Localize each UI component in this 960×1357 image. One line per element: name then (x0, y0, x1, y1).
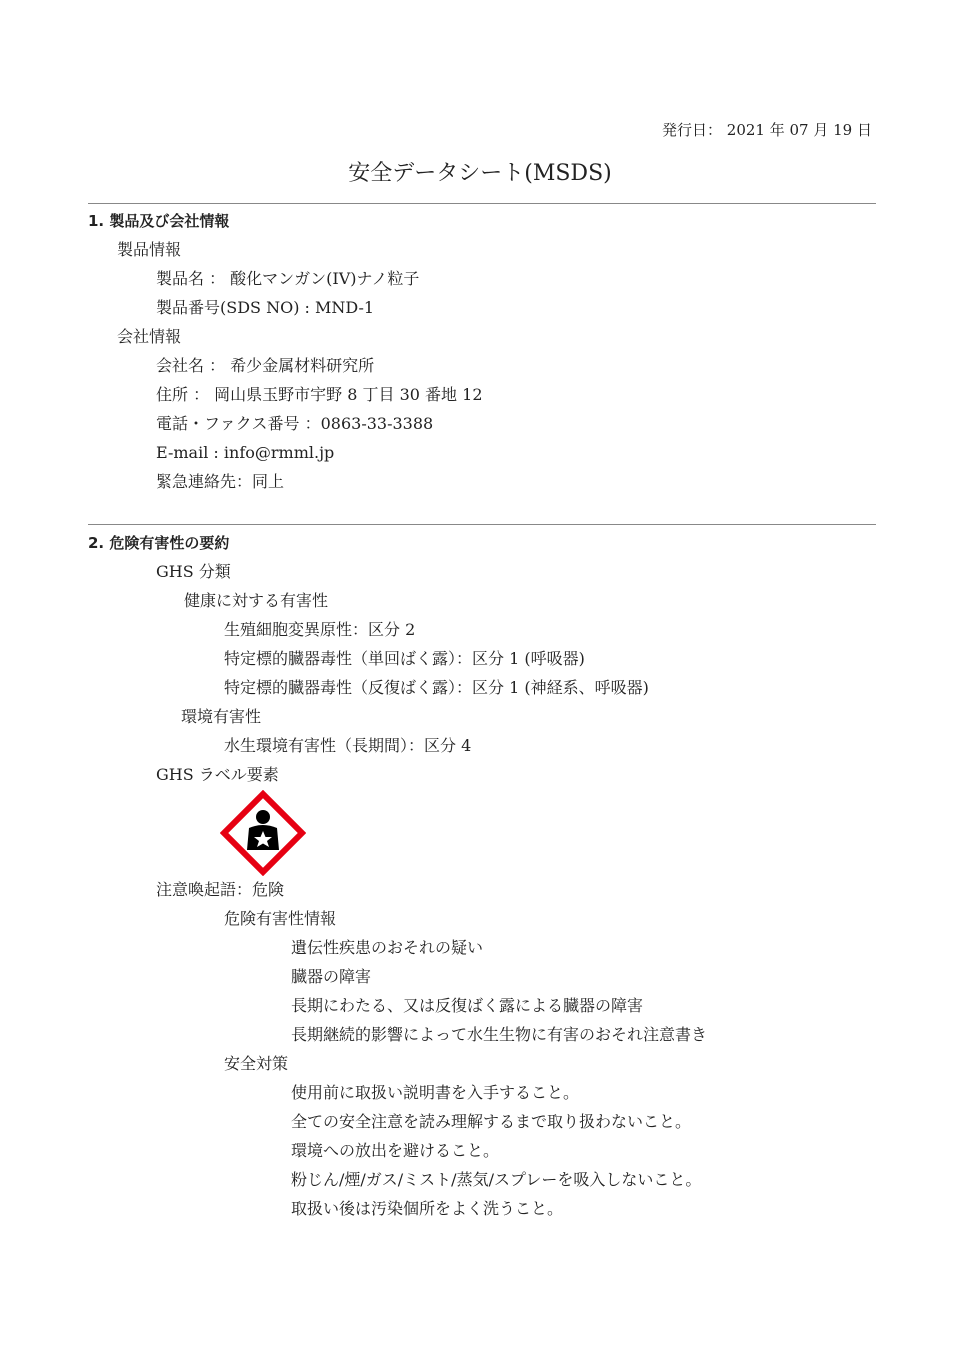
section-divider (88, 203, 876, 204)
section-divider (88, 524, 876, 525)
product-name: 製品名 ： 酸化マンガン(IV)ナノ粒子 (156, 269, 420, 288)
safety-measure-item: 全ての安全注意を読み理解するまで取り扱わないこと。 (291, 1112, 692, 1131)
hazard-info-item: 臓器の障害 (291, 967, 372, 986)
health-hazard-item: 特定標的臓器毒性（反復ばく露）：区分 1 (神経系、呼吸器) (224, 678, 649, 697)
section-1-heading: 1. 製品及び会社情報 (88, 212, 230, 230)
product-number: 製品番号(SDS NO) : MND-1 (156, 298, 375, 317)
hazard-info-item: 遺伝性疾患のおそれの疑い (291, 938, 484, 957)
company-email[interactable]: E-mail : info@rmml.jp (156, 443, 335, 462)
ghs-class-label: GHS 分類 (156, 562, 231, 581)
company-phone-fax: 電話・ファクス番号 ：0863-33-3388 (156, 414, 434, 433)
health-hazard-pictogram-icon (220, 790, 306, 876)
health-hazard-item: 生殖細胞変異原性：区分 2 (224, 620, 416, 639)
product-info-label: 製品情報 (117, 240, 182, 259)
hazard-info-item: 長期にわたる、又は反復ばく露による臓器の障害 (291, 996, 644, 1015)
section-2-heading: 2. 危険有害性の要約 (88, 534, 230, 552)
ghs-label-elements: GHS ラベル要素 (156, 765, 279, 784)
health-hazard-label: 健康に対する有害性 (184, 591, 329, 610)
environment-hazard-label: 環境有害性 (181, 707, 262, 726)
hazard-info-label: 危険有害性情報 (224, 909, 337, 928)
company-name: 会社名 ： 希少金属材料研究所 (156, 356, 375, 375)
company-address: 住所 ： 岡山県玉野市宇野 8 丁目 30 番地 12 (156, 385, 483, 404)
hazard-info-item: 長期継続的影響によって水生生物に有害のおそれ注意書き (291, 1025, 708, 1044)
document-title: 安全データシート(MSDS) (348, 161, 612, 186)
company-info-label: 会社情報 (117, 327, 182, 346)
environment-hazard-item: 水生環境有害性（長期間）：区分 4 (224, 736, 472, 755)
signal-word: 注意喚起語：危険 (156, 880, 285, 899)
health-hazard-item: 特定標的臓器毒性（単回ばく露）：区分 1 (呼吸器) (224, 649, 585, 668)
issue-date: 発行日： 2021 年 07 月 19 日 (662, 121, 872, 139)
health-hazard-pictogram-svg (220, 790, 306, 876)
safety-measure-item: 環境への放出を避けること。 (291, 1141, 500, 1160)
safety-measure-item: 粉じん/煙/ガス/ミスト/蒸気/スプレーを吸入しないこと。 (291, 1170, 702, 1189)
emergency-contact: 緊急連絡先：同上 (156, 472, 285, 491)
safety-measure-item: 使用前に取扱い説明書を入手すること。 (291, 1083, 580, 1102)
safety-measure-item: 取扱い後は汚染個所をよく洗うこと。 (291, 1199, 564, 1218)
safety-measures-label: 安全対策 (224, 1054, 289, 1073)
